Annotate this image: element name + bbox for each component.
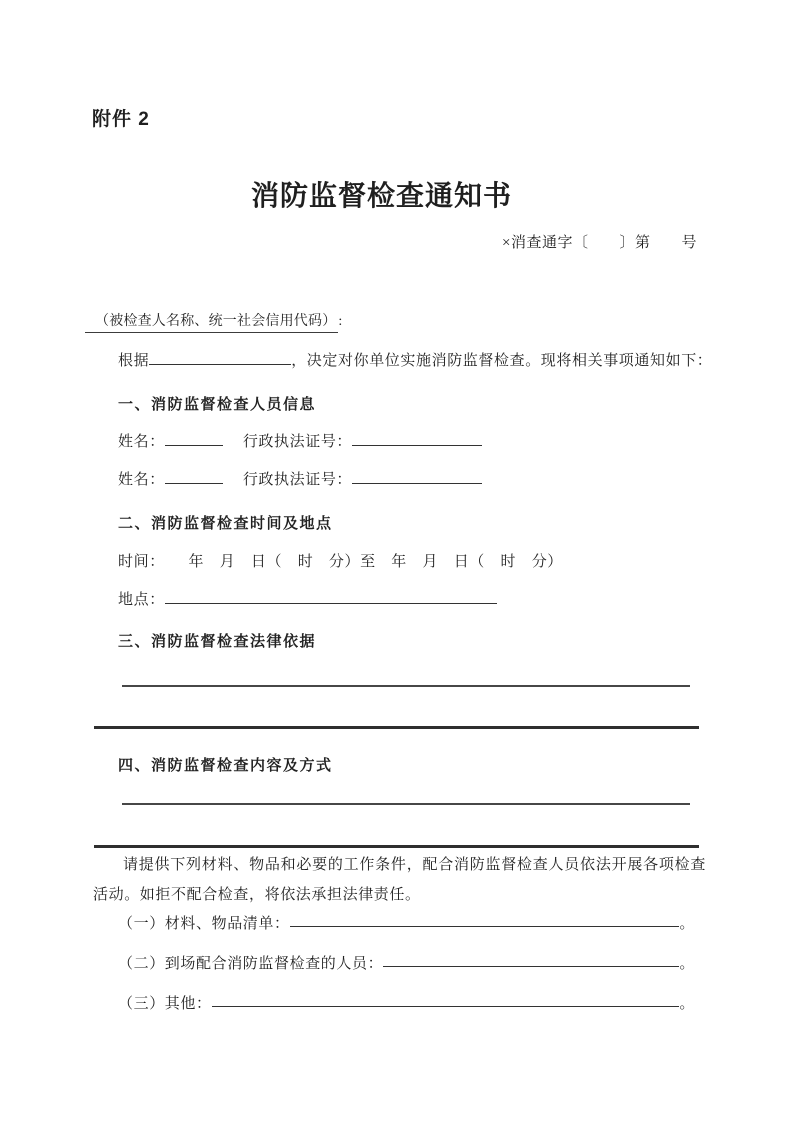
intro-line	[118, 349, 712, 370]
cert-blank-field	[352, 430, 482, 446]
time-line: 时间： 年 月 日（ 时 分）至 年 月 日（ 时 分）	[118, 554, 563, 570]
document-number: ×消查通字〔 〕第 号	[502, 235, 697, 251]
item-suffix: 。	[679, 956, 695, 972]
list-item	[118, 912, 695, 930]
intro-prefix: 根据	[118, 353, 150, 369]
item-suffix: 。	[679, 996, 695, 1012]
cert-blank-field	[352, 468, 482, 484]
item-label: （三）其他：	[118, 996, 212, 1012]
recipient-colon: :	[338, 314, 343, 329]
name-blank-field	[165, 468, 223, 484]
item-blank-field	[383, 966, 679, 967]
location-line	[118, 588, 497, 609]
notice-paragraph: 请提供下列材料、物品和必要的工作条件，配合消防监督检查人员依法开展各项检查活动。如拒不配合检查，将依法承担法律责任。	[93, 857, 706, 903]
intro-blank-field	[149, 349, 291, 365]
section-2-heading: 二、消防监督检查时间及地点	[118, 515, 333, 532]
section-4-heading: 四、消防监督检查内容及方式	[118, 757, 333, 774]
list-item	[118, 992, 695, 1010]
inspector-row-1	[118, 430, 482, 451]
attachment-label: 附件 2	[92, 109, 150, 130]
page-title: 消防监督检查通知书	[250, 181, 512, 212]
cert-label: 行政执法证号：	[242, 472, 353, 488]
name-label: 姓名：	[118, 472, 165, 488]
name-label: 姓名：	[118, 434, 165, 450]
item-label: （二）到场配合消防监督检查的人员：	[118, 956, 384, 972]
intro-suffix: ，决定对你单位实施消防监督检查。现将相关事项通知如下：	[291, 353, 713, 369]
legal-basis-blank-line	[122, 685, 690, 687]
inspector-row-2	[118, 468, 482, 489]
item-blank-field	[212, 1006, 680, 1007]
item-suffix: 。	[679, 916, 695, 932]
item-blank-field	[290, 926, 680, 927]
list-item	[118, 952, 695, 970]
item-label: （一）材料、物品清单：	[118, 916, 290, 932]
location-label: 地点：	[118, 592, 165, 608]
cert-label: 行政执法证号：	[242, 434, 353, 450]
name-blank-field	[165, 430, 223, 446]
section-3-heading: 三、消防监督检查法律依据	[118, 633, 317, 650]
content-method-blank-line	[122, 803, 690, 805]
separator-rule	[94, 845, 699, 848]
location-blank-field	[165, 588, 497, 604]
separator-rule	[94, 726, 699, 729]
section-1-heading: 一、消防监督检查人员信息	[118, 396, 317, 413]
recipient-line	[85, 310, 343, 333]
recipient-label: （被检查人名称、统一社会信用代码）	[85, 310, 338, 333]
